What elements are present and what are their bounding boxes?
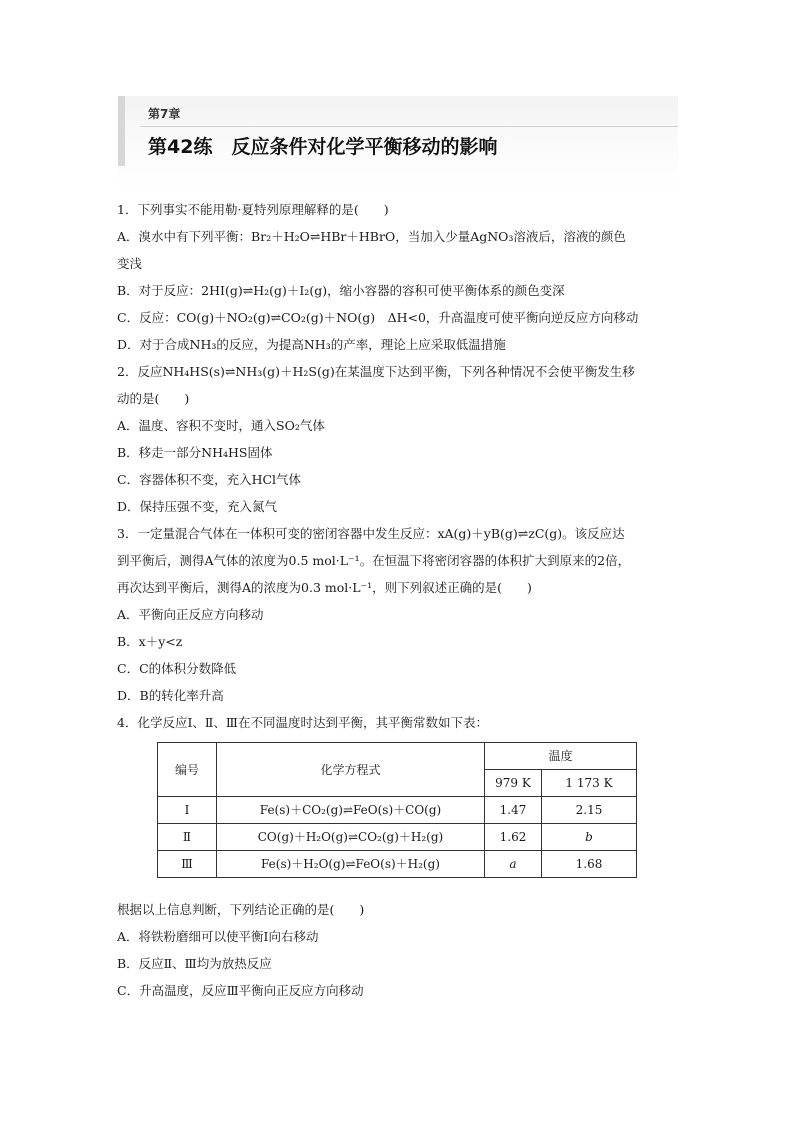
question-stem-continued: 动的是( ) [117,391,190,406]
row-equation: CO(g)＋H₂O(g)⇌CO₂(g)＋H₂(g) [217,824,485,851]
row-k-979: a [485,851,542,878]
option-a: A．溴水中有下列平衡：Br₂＋H₂O⇌HBr＋HBrO，当加入少量AgNO₃溶液后，溶液的颜色 [117,229,626,244]
header-divider [140,126,678,127]
question-3 [117,520,682,709]
question-stem-continued: 到平衡后，测得A气体的浓度为0.5 mol·L⁻¹。在恒温下将密闭容器的体积扩大到原来的2倍， [117,553,631,568]
question-stem: 2．反应NH₄HS(s)⇌NH₃(g)＋H₂S(g)在某温度下达到平衡，下列各种情况不会使平衡发生移 [117,364,635,379]
option-c: C．升高温度，反应Ⅲ平衡向正反应方向移动 [117,983,364,998]
option-c: C．反应：CO(g)＋NO₂(g)⇌CO₂(g)＋NO(g) ΔH<0，升高温度可使平衡向逆反应方向移动 [117,310,639,325]
question-stem: 3．一定量混合气体在一体积可变的密闭容器中发生反应：xA(g)＋yB(g)⇌zC(g)。该反应达 [117,526,625,541]
option-a: A．将铁粉磨细可以使平衡Ⅰ向右移动 [117,929,319,944]
option-d: D．保持压强不变，充入氮气 [117,499,278,514]
chapter-header [118,96,678,192]
option-b: B．对于反应：2HI(g)⇌H₂(g)＋I₂(g)，缩小容器的容积可使平衡体系的颜色变深 [117,283,565,298]
header-id: 编号 [158,743,217,797]
question-stem: 1．下列事实不能用勒·夏特列原理解释的是( ) [117,202,389,217]
followup-stem: 根据以上信息判断，下列结论正确的是( ) [117,902,365,917]
table-row [158,851,637,878]
question-list [117,196,682,1004]
header-accent-bar [118,96,125,166]
row-id: Ⅰ [158,797,217,824]
option-d: D．B的转化率升高 [117,688,224,703]
row-k-979: 1.47 [485,797,542,824]
option-a: A．温度、容积不变时，通入SO₂气体 [117,418,325,433]
row-k-1173: 2.15 [542,797,637,824]
option-a: A．平衡向正反应方向移动 [117,607,264,622]
row-id: Ⅲ [158,851,217,878]
option-c: C．C的体积分数降低 [117,661,237,676]
row-equation: Fe(s)＋H₂O(g)⇌FeO(s)＋H₂(g) [217,851,485,878]
option-a-continued: 变浅 [117,256,143,271]
row-equation: Fe(s)＋CO₂(g)⇌FeO(s)＋CO(g) [217,797,485,824]
option-b: B．x＋y<z [117,634,183,649]
question-stem-continued: 再次达到平衡后，测得A的浓度为0.3 mol·L⁻¹，则下列叙述正确的是( ) [117,580,532,595]
question-4-followup [117,896,682,1004]
option-b: B．反应Ⅱ、Ⅲ均为放热反应 [117,956,272,971]
row-k-1173: 1.68 [542,851,637,878]
question-4 [117,709,682,1004]
equilibrium-constant-table [157,742,637,878]
page-title: 第42练 反应条件对化学平衡移动的影响 [148,136,498,158]
question-1 [117,196,682,358]
question-2 [117,358,682,520]
header-temp-979: 979 K [485,770,542,797]
option-c: C．容器体积不变，充入HCl气体 [117,472,302,487]
row-k-1173: b [542,824,637,851]
option-d: D．对于合成NH₃的反应，为提高NH₃的产率，理论上应采取低温措施 [117,337,506,352]
table-row [158,797,637,824]
header-temperature: 温度 [485,743,637,770]
header-equation: 化学方程式 [217,743,485,797]
question-stem: 4．化学反应Ⅰ、Ⅱ、Ⅲ在不同温度时达到平衡，其平衡常数如下表： [117,715,488,730]
table-row [158,824,637,851]
row-id: Ⅱ [158,824,217,851]
chapter-label: 第7章 [148,107,181,121]
header-temp-1173: 1 173 K [542,770,637,797]
option-b: B．移走一部分NH₄HS固体 [117,445,273,460]
row-k-979: 1.62 [485,824,542,851]
